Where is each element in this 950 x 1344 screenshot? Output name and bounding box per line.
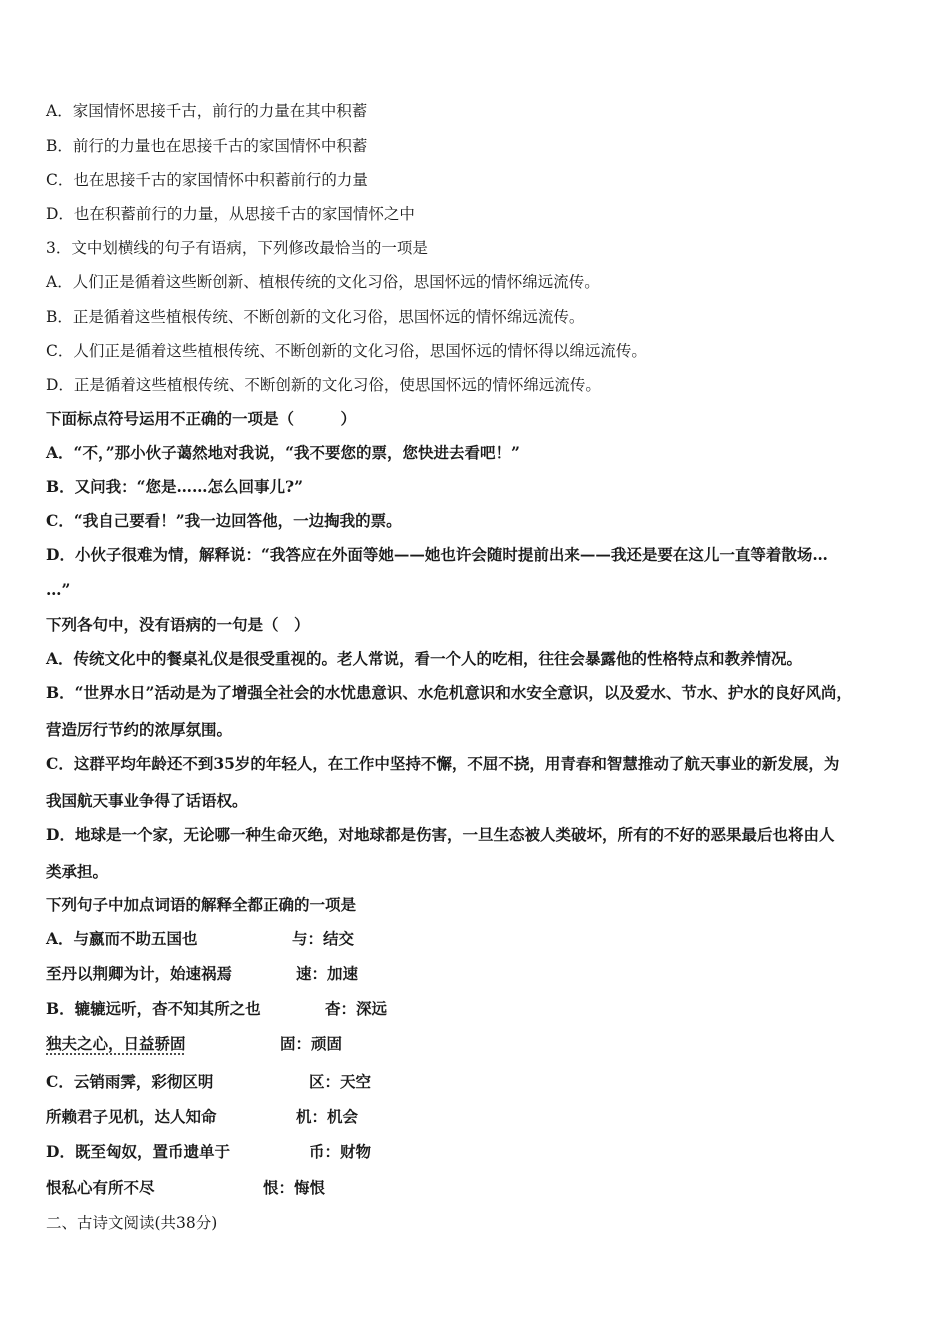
q3-stem: 3．文中划横线的句子有语病，下列修改最恰当的一项是	[46, 239, 428, 257]
q6-sentence: B．辘辘远听，杳不知其所之也	[46, 999, 261, 1018]
q4-option-c: C．“我自己要看！”我一边回答他，一边掏我的票。	[46, 511, 402, 530]
q2-option-b: B．前行的力量也在思接千古的家国情怀中积蓄	[46, 137, 368, 155]
q6-sentence: 独夫之心，日益骄固	[46, 1034, 186, 1053]
q5-option-b: B．“世界水日”活动是为了增强全社会的水忧患意识、水危机意识和水安全意识，以及爱水、节水、护水的良好风尚，	[46, 683, 852, 702]
q6-row	[46, 1178, 325, 1198]
q6-stem: 下列句子中加点词语的解释全都正确的一项是	[46, 895, 357, 914]
q6-gloss: 杳：深远	[325, 999, 388, 1018]
q6-sentence: C．云销雨霁，彩彻区明	[46, 1072, 214, 1091]
q5-option-d-cont: 类承担。	[46, 862, 109, 881]
q5-stem: 下列各句中，没有语病的一句是（ ）	[46, 615, 310, 634]
q6-row	[46, 999, 387, 1019]
q5-option-c: C．这群平均年龄还不到35岁的年轻人，在工作中坚持不懈，不屈不挠，用青春和智慧推动了航天事业的新发展，为	[46, 754, 840, 773]
q6-gloss: 币：财物	[309, 1142, 372, 1161]
q6-row	[46, 964, 358, 984]
q6-gloss: 恨：悔恨	[263, 1178, 326, 1197]
q6-gloss: 与：结交	[292, 929, 355, 948]
section-heading: 二、古诗文阅读(共38分)	[46, 1214, 218, 1232]
q5-option-b-cont: 营造厉行节约的浓厚氛围。	[46, 720, 233, 739]
q5-option-c-cont: 我国航天事业争得了话语权。	[46, 791, 248, 810]
q4-option-d-cont: …”	[46, 580, 71, 599]
q6-row	[46, 1034, 342, 1054]
q6-gloss: 速：加速	[296, 964, 359, 983]
q2-option-a: A．家国情怀思接千古，前行的力量在其中积蓄	[46, 102, 368, 120]
q3-option-c: C．人们正是循着这些植根传统、不断创新的文化习俗，思国怀远的情怀得以绵远流传。	[46, 342, 647, 360]
q3-option-a: A．人们正是循着这些断创新、植根传统的文化习俗，思国怀远的情怀绵远流传。	[46, 273, 600, 291]
q6-gloss: 区：天空	[309, 1072, 372, 1091]
q4-option-a: A．“不，”那小伙子蔼然地对我说，“我不要您的票，您快进去看吧！”	[46, 443, 520, 462]
q6-sentence: 所赖君子见机，达人知命	[46, 1107, 217, 1126]
q6-row	[46, 1142, 371, 1162]
q6-row	[46, 1107, 358, 1127]
q6-sentence: 至丹以荆卿为计，始速祸焉	[46, 964, 233, 983]
q4-option-d: D．小伙子很难为情，解释说：“我答应在外面等她——她也许会随时提前出来——我还是要在这儿一直等着散场…	[46, 545, 828, 564]
q3-option-b: B．正是循着这些植根传统、不断创新的文化习俗，思国怀远的情怀绵远流传。	[46, 308, 585, 326]
q6-gloss: 固：顽固	[280, 1034, 343, 1053]
q3-option-d: D．正是循着这些植根传统、不断创新的文化习俗，使思国怀远的情怀绵远流传。	[46, 376, 601, 394]
q2-option-d: D．也在积蓄前行的力量，从思接千古的家国情怀之中	[46, 205, 415, 223]
q2-option-c: C．也在思接千古的家国情怀中积蓄前行的力量	[46, 171, 368, 189]
q6-sentence: D．既至匈奴，置币遗单于	[46, 1142, 230, 1161]
q6-row	[46, 929, 354, 949]
q5-option-a: A．传统文化中的餐桌礼仪是很受重视的。老人常说，看一个人的吃相，往往会暴露他的性格特点和教养情况。	[46, 649, 803, 668]
q4-option-b: B．又问我：“您是……怎么回事儿?”	[46, 477, 304, 496]
q6-sentence: 恨私心有所不尽	[46, 1178, 155, 1197]
q4-stem: 下面标点符号运用不正确的一项是（ ）	[46, 409, 357, 428]
q6-sentence: A．与嬴而不助五国也	[46, 929, 198, 948]
q5-option-d: D．地球是一个家，无论哪一种生命灭绝，对地球都是伤害，一旦生态被人类破坏，所有的不好的恶果最后也将由人	[46, 825, 835, 844]
q6-row	[46, 1072, 371, 1092]
q6-gloss: 机：机会	[296, 1107, 359, 1126]
